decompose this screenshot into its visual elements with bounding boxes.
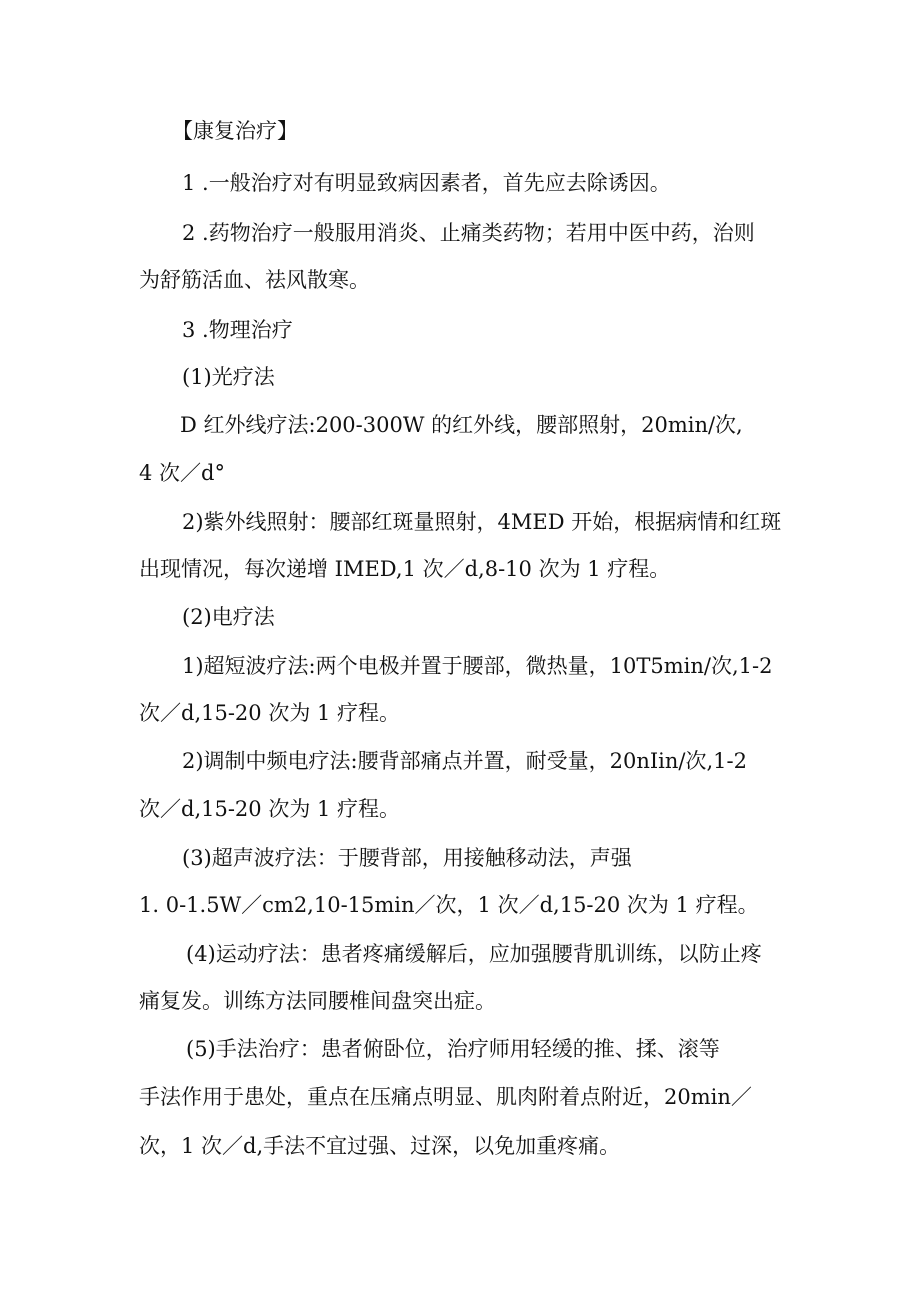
paragraph-line: 痛复发。训练方法同腰椎间盘突出症。 <box>139 989 496 1013</box>
paragraph-line: 次／d,15-20 次为 1 疗程。 <box>139 797 401 821</box>
paragraph-line: 次／d,15-20 次为 1 疗程。 <box>139 701 401 725</box>
paragraph-line: 1)超短波疗法:两个电极并置于腰部，微热量，10T5min/次,1-2 <box>182 654 773 678</box>
paragraph-line: 1 .一般治疗对有明显致病因素者，首先应去除诱因。 <box>182 171 671 195</box>
paragraph-line: 2)调制中频电疗法:腰背部痛点并置，耐受量，20nIin/次,1-2 <box>182 749 747 773</box>
paragraph-line: 次，1 次／d,手法不宜过强、过深，以免加重疼痛。 <box>139 1134 621 1158</box>
paragraph-line: (5)手法治疗：患者俯卧位，治疗师用轻缓的推、揉、滚等 <box>186 1037 720 1061</box>
paragraph-line: 手法作用于患处，重点在压痛点明显、肌肉附着点附近，20min／ <box>139 1085 752 1109</box>
paragraph-line: D 红外线疗法:200-300W 的红外线，腰部照射，20min/次, <box>180 413 743 437</box>
paragraph-line: 2 .药物治疗一般服用消炎、止痛类药物；若用中医中药，治则 <box>182 221 755 245</box>
section-heading: 【康复治疗】 <box>172 119 298 143</box>
paragraph-line: 3 .物理治疗 <box>182 318 293 342</box>
paragraph-line: 出现情况，每次递增 IMED,1 次／d,8-10 次为 1 疗程。 <box>139 557 671 581</box>
paragraph-line: (3)超声波疗法：于腰背部，用接触移动法，声强 <box>182 846 632 870</box>
paragraph-line: 2)紫外线照射：腰部红斑量照射，4MED 开始，根据病情和红斑 <box>182 510 782 534</box>
paragraph-line: 4 次／d° <box>139 461 225 485</box>
paragraph-line: (4)运动疗法：患者疼痛缓解后，应加强腰背肌训练，以防止疼 <box>186 942 762 966</box>
paragraph-line: 1. 0-1.5W／cm2,10-15min／次，1 次／d,15-20 次为 1 疗程。 <box>139 893 759 917</box>
paragraph-line: (1)光疗法 <box>182 365 275 389</box>
paragraph-line: 为舒筋活血、祛风散寒。 <box>139 268 370 292</box>
paragraph-line: (2)电疗法 <box>182 605 275 629</box>
